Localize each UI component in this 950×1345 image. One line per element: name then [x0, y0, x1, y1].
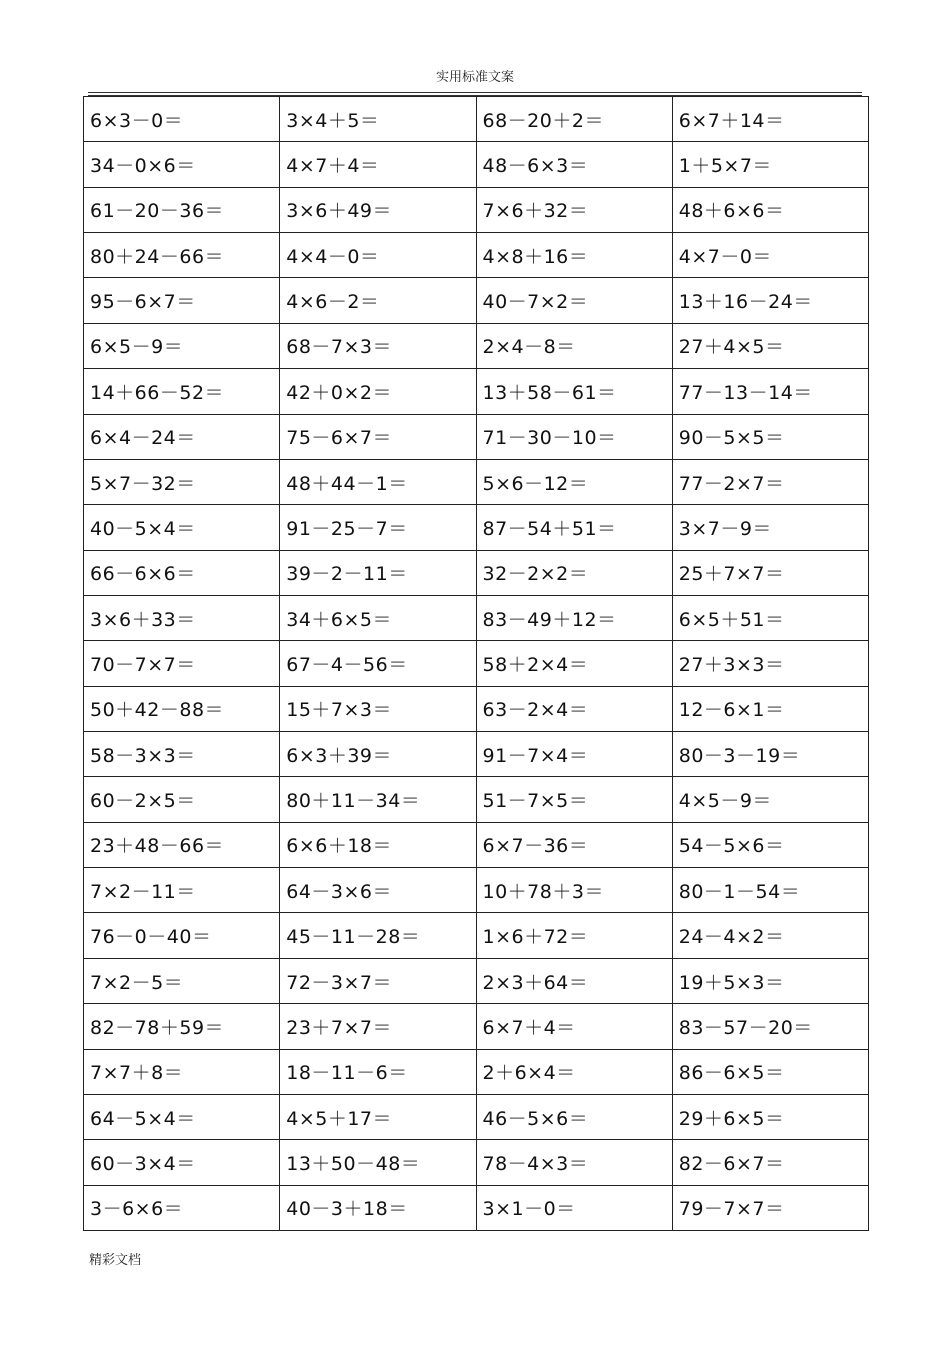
problem-cell: 39－2－11＝	[280, 550, 476, 595]
problem-cell: 40－3＋18＝	[280, 1185, 476, 1230]
problem-cell: 3×7－9＝	[672, 505, 868, 550]
table-row	[84, 1004, 869, 1049]
problem-cell: 32－2×2＝	[476, 550, 672, 595]
problem-cell: 23＋7×7＝	[280, 1004, 476, 1049]
table-row	[84, 868, 869, 913]
problem-cell: 48－6×3＝	[476, 142, 672, 187]
table-row	[84, 777, 869, 822]
arithmetic-worksheet-table	[83, 96, 869, 1231]
problem-cell: 82－78＋59＝	[84, 1004, 280, 1049]
problem-cell: 91－7×4＝	[476, 732, 672, 777]
table-row	[84, 958, 869, 1003]
problem-cell: 29＋6×5＝	[672, 1094, 868, 1139]
problem-cell: 6×4－24＝	[84, 414, 280, 459]
table-row	[84, 459, 869, 504]
problem-cell: 77－2×7＝	[672, 459, 868, 504]
problem-cell: 82－6×7＝	[672, 1140, 868, 1185]
table-row	[84, 913, 869, 958]
table-row	[84, 595, 869, 640]
problem-cell: 46－5×6＝	[476, 1094, 672, 1139]
problem-cell: 50＋42－88＝	[84, 686, 280, 731]
problem-cell: 2×3＋64＝	[476, 958, 672, 1003]
table-row	[84, 369, 869, 414]
problem-cell: 10＋78＋3＝	[476, 868, 672, 913]
problem-cell: 3×6＋33＝	[84, 595, 280, 640]
table-row	[84, 187, 869, 232]
problem-cell: 7×6＋32＝	[476, 187, 672, 232]
table-row	[84, 641, 869, 686]
problem-cell: 4×6－2＝	[280, 278, 476, 323]
page-header: 实用标准文案	[435, 70, 514, 85]
page-footer: 精彩文档	[89, 1253, 142, 1268]
problem-cell: 83－49＋12＝	[476, 595, 672, 640]
problem-cell: 79－7×7＝	[672, 1185, 868, 1230]
problem-cell: 25＋7×7＝	[672, 550, 868, 595]
table-row	[84, 505, 869, 550]
problem-cell: 86－6×5＝	[672, 1049, 868, 1094]
problem-cell: 4×7－0＝	[672, 233, 868, 278]
problem-cell: 3×6＋49＝	[280, 187, 476, 232]
problem-cell: 5×7－32＝	[84, 459, 280, 504]
header-rule	[88, 92, 862, 93]
problem-cell: 6×3＋39＝	[280, 732, 476, 777]
problem-cell: 34＋6×5＝	[280, 595, 476, 640]
problem-cell: 6×5＋51＝	[672, 595, 868, 640]
problem-cell: 64－3×6＝	[280, 868, 476, 913]
problem-cell: 2＋6×4＝	[476, 1049, 672, 1094]
problem-cell: 3×4＋5＝	[280, 97, 476, 142]
problem-cell: 4×5－9＝	[672, 777, 868, 822]
problem-cell: 6×7＋14＝	[672, 97, 868, 142]
problem-cell: 66－6×6＝	[84, 550, 280, 595]
problem-cell: 7×2－11＝	[84, 868, 280, 913]
table-row	[84, 142, 869, 187]
problem-cell: 13＋16－24＝	[672, 278, 868, 323]
problem-cell: 6×6＋18＝	[280, 822, 476, 867]
problem-cell: 90－5×5＝	[672, 414, 868, 459]
problem-cell: 83－57－20＝	[672, 1004, 868, 1049]
table-row	[84, 323, 869, 368]
table-row	[84, 278, 869, 323]
problem-cell: 19＋5×3＝	[672, 958, 868, 1003]
problem-cell: 80＋11－34＝	[280, 777, 476, 822]
problem-cell: 68－20＋2＝	[476, 97, 672, 142]
problem-cell: 40－5×4＝	[84, 505, 280, 550]
table-row	[84, 233, 869, 278]
problem-cell: 70－7×7＝	[84, 641, 280, 686]
problem-cell: 68－7×3＝	[280, 323, 476, 368]
problem-cell: 34－0×6＝	[84, 142, 280, 187]
problem-cell: 24－4×2＝	[672, 913, 868, 958]
problem-cell: 48＋44－1＝	[280, 459, 476, 504]
problem-cell: 6×7＋4＝	[476, 1004, 672, 1049]
problem-cell: 1×6＋72＝	[476, 913, 672, 958]
table-row	[84, 550, 869, 595]
problem-cell: 27＋4×5＝	[672, 323, 868, 368]
problem-cell: 80－3－19＝	[672, 732, 868, 777]
problem-cell: 58＋2×4＝	[476, 641, 672, 686]
problem-cell: 12－6×1＝	[672, 686, 868, 731]
problem-cell: 6×5－9＝	[84, 323, 280, 368]
problem-cell: 42＋0×2＝	[280, 369, 476, 414]
problem-cell: 23＋48－66＝	[84, 822, 280, 867]
problem-cell: 7×2－5＝	[84, 958, 280, 1003]
problem-cell: 14＋66－52＝	[84, 369, 280, 414]
table-row	[84, 1185, 869, 1230]
problem-cell: 4×7＋4＝	[280, 142, 476, 187]
problem-cell: 3×1－0＝	[476, 1185, 672, 1230]
problem-cell: 80＋24－66＝	[84, 233, 280, 278]
problem-cell: 67－4－56＝	[280, 641, 476, 686]
problem-cell: 5×6－12＝	[476, 459, 672, 504]
table-row	[84, 1049, 869, 1094]
problem-cell: 71－30－10＝	[476, 414, 672, 459]
problem-cell: 60－3×4＝	[84, 1140, 280, 1185]
table-row	[84, 414, 869, 459]
table-row	[84, 1094, 869, 1139]
table-row	[84, 97, 869, 142]
problem-cell: 2×4－8＝	[476, 323, 672, 368]
table-row	[84, 822, 869, 867]
problem-cell: 91－25－7＝	[280, 505, 476, 550]
table-row	[84, 1140, 869, 1185]
problem-cell: 64－5×4＝	[84, 1094, 280, 1139]
problem-cell: 18－11－6＝	[280, 1049, 476, 1094]
problem-cell: 15＋7×3＝	[280, 686, 476, 731]
problem-cell: 45－11－28＝	[280, 913, 476, 958]
problem-cell: 76－0－40＝	[84, 913, 280, 958]
problem-cell: 4×4－0＝	[280, 233, 476, 278]
problem-cell: 6×3－0＝	[84, 97, 280, 142]
problem-cell: 63－2×4＝	[476, 686, 672, 731]
problem-cell: 54－5×6＝	[672, 822, 868, 867]
problem-cell: 13＋58－61＝	[476, 369, 672, 414]
problem-cell: 75－6×7＝	[280, 414, 476, 459]
problem-cell: 95－6×7＝	[84, 278, 280, 323]
problem-cell: 60－2×5＝	[84, 777, 280, 822]
problem-cell: 40－7×2＝	[476, 278, 672, 323]
problem-cell: 58－3×3＝	[84, 732, 280, 777]
table-row	[84, 732, 869, 777]
problem-cell: 6×7－36＝	[476, 822, 672, 867]
problem-cell: 77－13－14＝	[672, 369, 868, 414]
problem-cell: 87－54＋51＝	[476, 505, 672, 550]
problem-cell: 27＋3×3＝	[672, 641, 868, 686]
problem-cell: 4×5＋17＝	[280, 1094, 476, 1139]
problem-cell: 72－3×7＝	[280, 958, 476, 1003]
problem-cell: 7×7＋8＝	[84, 1049, 280, 1094]
problem-cell: 80－1－54＝	[672, 868, 868, 913]
problem-cell: 3－6×6＝	[84, 1185, 280, 1230]
problem-cell: 48＋6×6＝	[672, 187, 868, 232]
problem-cell: 4×8＋16＝	[476, 233, 672, 278]
problem-cell: 78－4×3＝	[476, 1140, 672, 1185]
table-row	[84, 686, 869, 731]
problem-cell: 13＋50－48＝	[280, 1140, 476, 1185]
problem-cell: 61－20－36＝	[84, 187, 280, 232]
problem-cell: 51－7×5＝	[476, 777, 672, 822]
problem-cell: 1＋5×7＝	[672, 142, 868, 187]
